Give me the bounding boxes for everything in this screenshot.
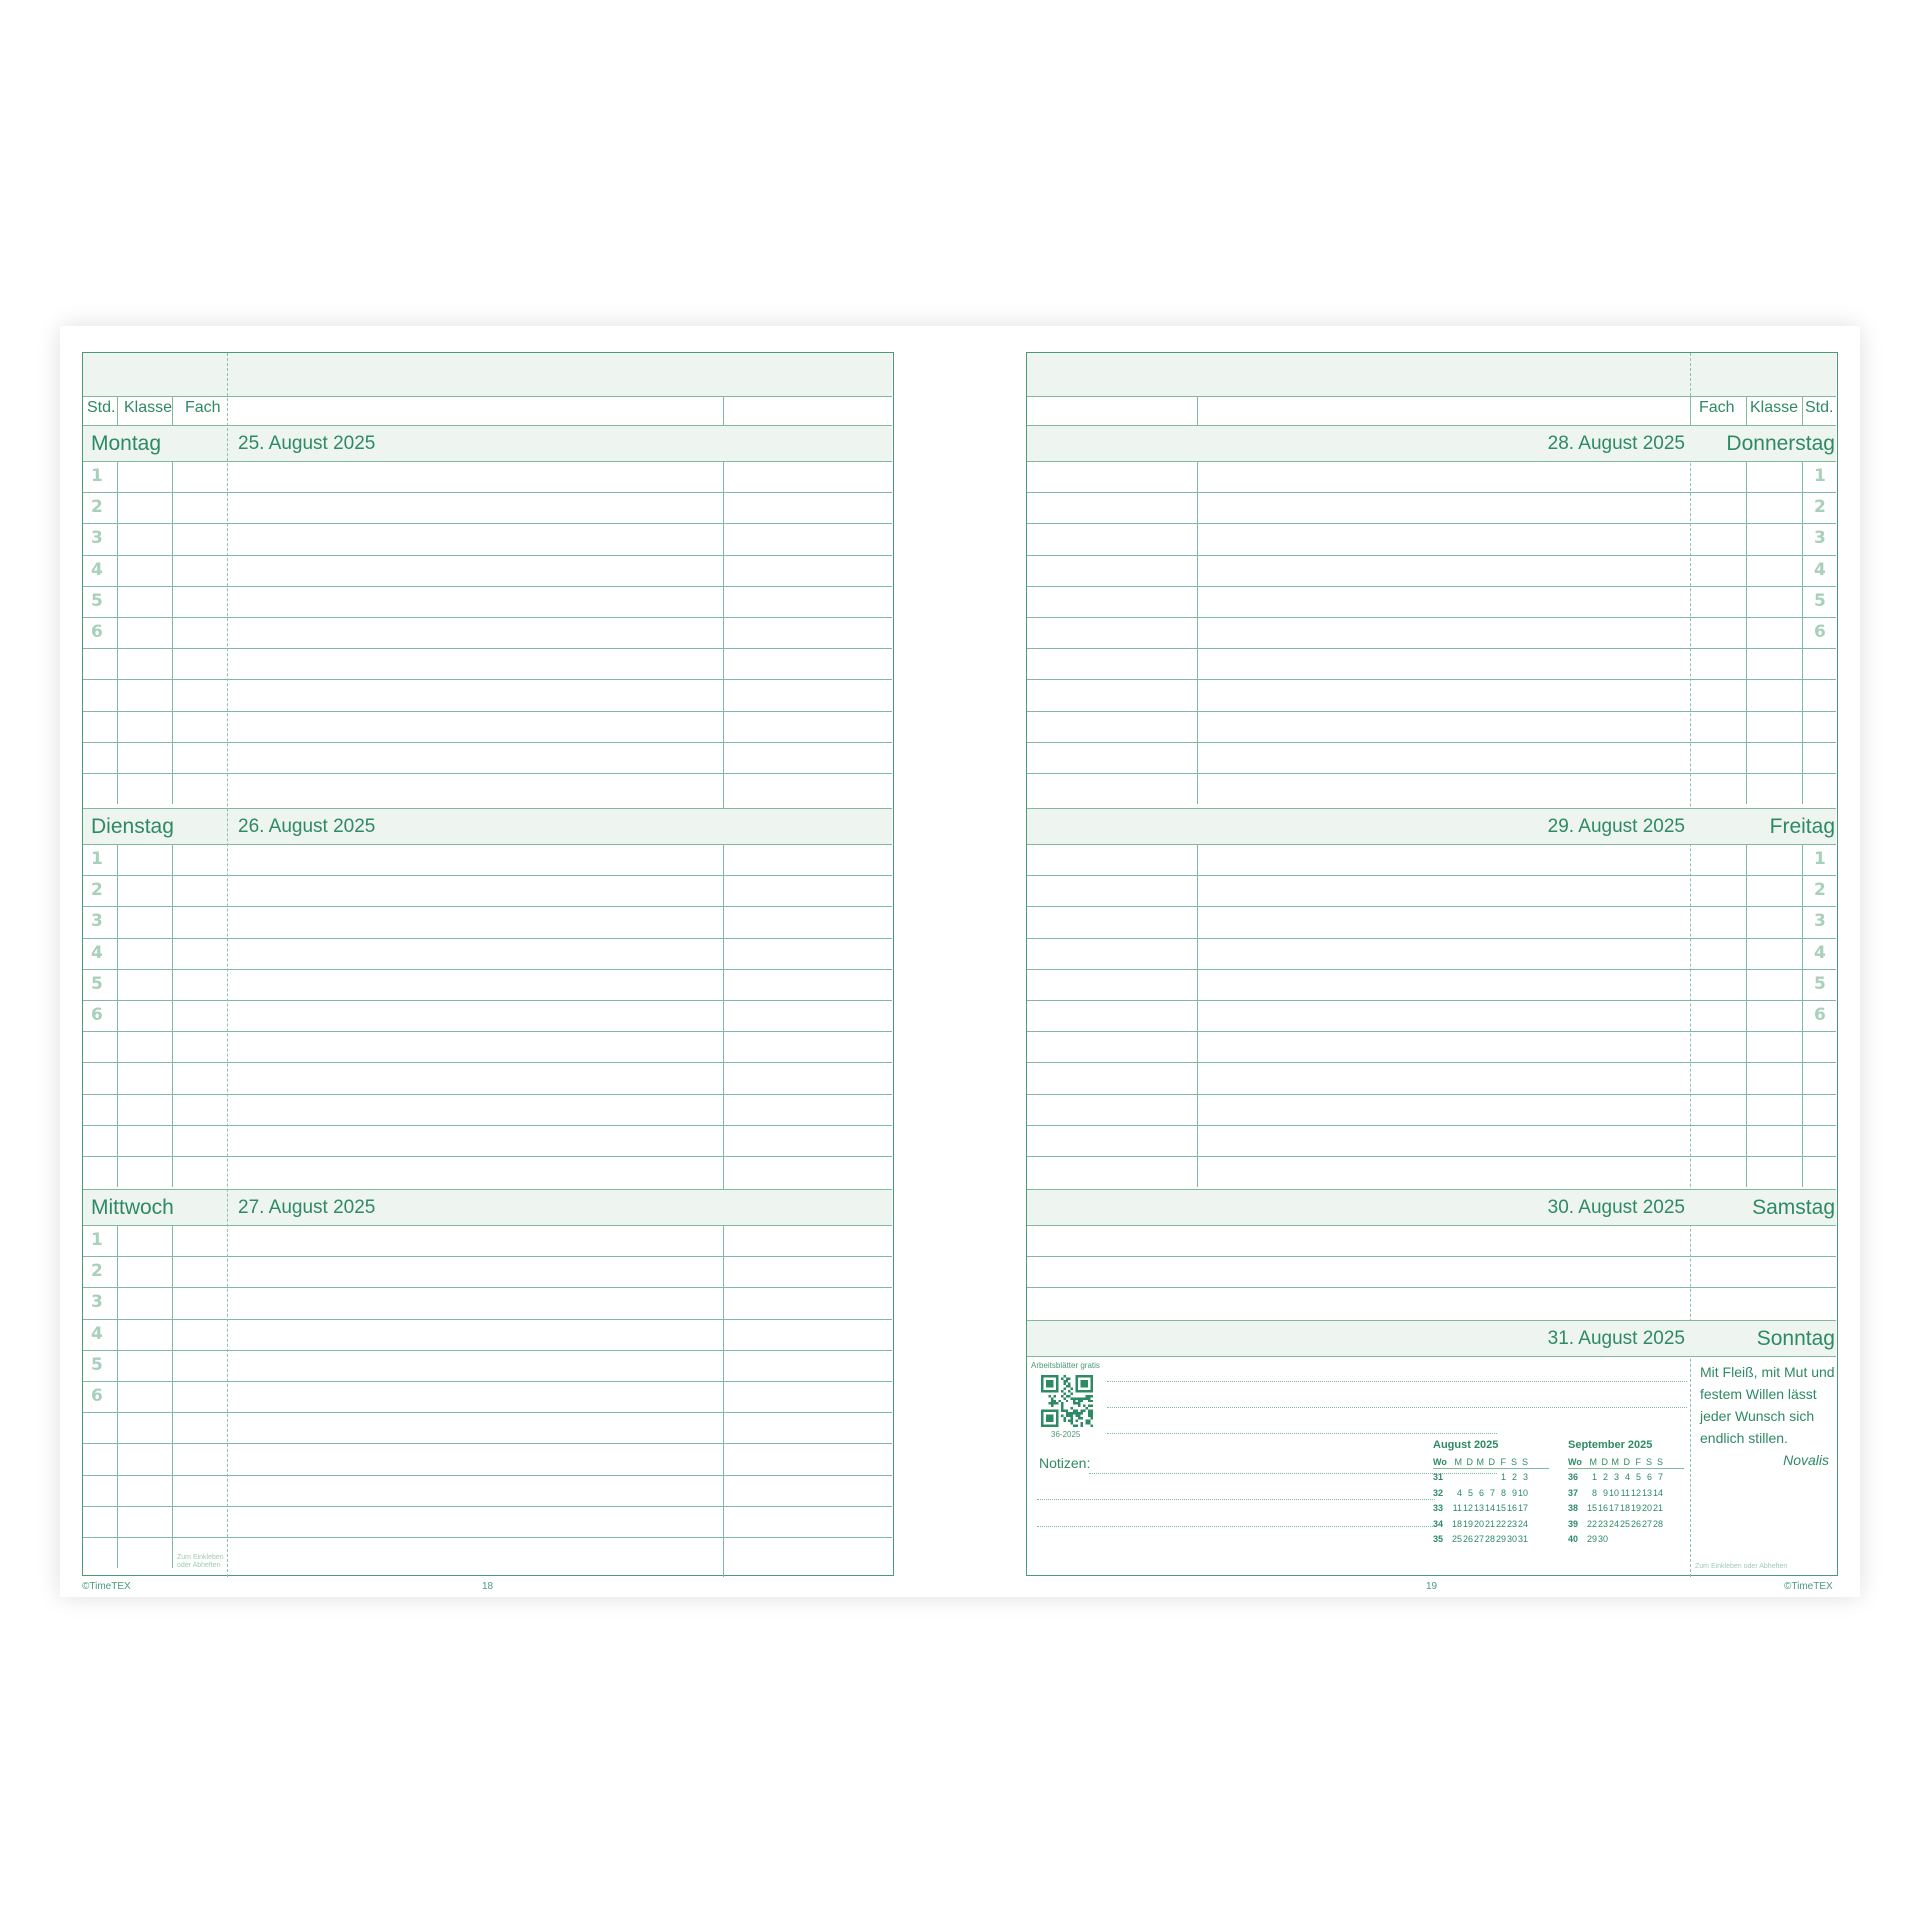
notes-label: Notizen: (1039, 1455, 1091, 1471)
calendar-day: 25 (1451, 1534, 1462, 1544)
period-number: 1 (91, 1230, 103, 1250)
lesson-row-rule (83, 1000, 892, 1001)
lesson-row-rule (83, 617, 892, 618)
day-date-label: 31. August 2025 (1547, 1328, 1685, 1349)
copyright-left: ©TimeTEX (82, 1581, 131, 1592)
calendar-day: 4 (1456, 1487, 1462, 1498)
calendar-day: 19 (1630, 1503, 1641, 1513)
period-number: 3 (91, 1292, 103, 1313)
calendar-day: 10 (1608, 1487, 1619, 1498)
lesson-row-rule (1027, 586, 1836, 587)
week-number: Wo (1568, 1457, 1582, 1467)
period-number: 5 (1814, 590, 1826, 611)
period-number: 4 (91, 942, 103, 963)
calendar-day: 23 (1597, 1518, 1608, 1529)
notes-line (1037, 1499, 1435, 1500)
calendar-day: 7 (1489, 1487, 1495, 1498)
day-divider (83, 808, 892, 809)
period-number: 2 (91, 1261, 103, 1282)
calendar-day: 26 (1462, 1534, 1473, 1544)
quote-author: Novalis (1783, 1452, 1829, 1468)
calendar-day: 17 (1517, 1503, 1528, 1513)
lesson-row-rule (83, 1506, 892, 1507)
column-rule (723, 1225, 724, 1577)
calendar-day: 2 (1511, 1472, 1517, 1482)
header-rule (1027, 396, 1836, 397)
day-date-label: 30. August 2025 (1547, 1197, 1685, 1218)
period-number: 6 (1814, 1005, 1826, 1025)
period-number: 6 (91, 1005, 103, 1025)
week-number: Wo (1433, 1457, 1447, 1467)
day-divider (1027, 425, 1836, 426)
calendar-day: F (1635, 1457, 1641, 1467)
calendar-day: 25 (1619, 1518, 1630, 1529)
period-number: 1 (91, 849, 103, 869)
column-rule (723, 396, 724, 425)
calendar-day: 23 (1506, 1518, 1517, 1529)
binding-margin-line (1690, 353, 1691, 1577)
quote-line: festem Willen lässt (1700, 1386, 1817, 1402)
lesson-row-rule (1027, 1156, 1836, 1157)
calendar-day: M (1589, 1457, 1597, 1467)
period-number: 3 (1814, 911, 1826, 932)
calendar-day: 12 (1462, 1503, 1473, 1513)
lesson-row-rule (1027, 969, 1836, 970)
period-number: 2 (1814, 497, 1826, 518)
calendar-day: 15 (1586, 1503, 1597, 1513)
day-header-rule (1027, 461, 1836, 462)
period-number: 4 (91, 1323, 103, 1344)
lesson-row-rule (83, 1125, 892, 1126)
period-number: 2 (91, 497, 103, 518)
lesson-row-rule (83, 679, 892, 680)
mini-calendar-rule (1568, 1468, 1684, 1469)
period-number: 6 (91, 622, 103, 642)
week-number: 33 (1433, 1503, 1444, 1513)
week-number: 38 (1568, 1503, 1579, 1513)
fach-column-header: Fach (1699, 399, 1735, 416)
calendar-day: 31 (1517, 1534, 1528, 1544)
week-number: 36 (1568, 1472, 1579, 1482)
lesson-row-rule (83, 742, 892, 743)
day-header-band (1027, 1189, 1836, 1225)
calendar-day: 17 (1608, 1503, 1619, 1513)
calendar-day: 30 (1597, 1534, 1608, 1544)
column-rule (117, 844, 118, 1187)
calendar-day: 2 (1602, 1472, 1608, 1482)
day-name-label: Donnerstag (1726, 432, 1835, 455)
period-number: 5 (91, 1354, 103, 1375)
calendar-day: F (1500, 1457, 1506, 1467)
right-page (1026, 352, 1838, 1576)
column-rule (172, 844, 173, 1187)
lesson-row-rule (83, 1287, 892, 1288)
column-rule (1802, 461, 1803, 804)
calendar-day: 1 (1500, 1472, 1506, 1482)
calendar-day: 29 (1495, 1534, 1506, 1544)
calendar-day: 3 (1613, 1472, 1619, 1482)
week-number: 34 (1433, 1518, 1444, 1529)
calendar-day: M (1611, 1457, 1619, 1467)
lesson-row-rule (83, 555, 892, 556)
column-rule (172, 1225, 173, 1568)
calendar-day: 22 (1586, 1518, 1597, 1529)
worksheet-label: Arbeitsblätter gratis (1031, 1361, 1100, 1370)
day-header-band (1027, 1320, 1836, 1356)
calendar-day: 29 (1586, 1534, 1597, 1544)
lesson-row-rule (83, 1350, 892, 1351)
calendar-day: 19 (1462, 1518, 1473, 1529)
period-number: 5 (91, 590, 103, 611)
lesson-row-rule (83, 773, 892, 774)
calendar-day: 5 (1467, 1487, 1473, 1498)
day-header-rule (1027, 844, 1836, 845)
period-number: 2 (1814, 880, 1826, 901)
std-column-header: Std. (1805, 399, 1834, 416)
period-number: 4 (1814, 559, 1826, 580)
header-band (1027, 353, 1836, 396)
column-rule (1746, 396, 1747, 425)
column-rule (117, 1225, 118, 1568)
week-number: 40 (1568, 1534, 1579, 1544)
lesson-row-rule (83, 1381, 892, 1382)
lesson-row-rule (1027, 875, 1836, 876)
calendar-day: 12 (1630, 1487, 1641, 1498)
calendar-day: 28 (1484, 1534, 1495, 1544)
qr-code-label: 36-2025 (1051, 1430, 1081, 1439)
calendar-day: 13 (1473, 1503, 1484, 1513)
klasse-column-header: Klasse (124, 399, 173, 416)
day-header-rule (1027, 1356, 1836, 1357)
calendar-day: 21 (1652, 1503, 1663, 1513)
lesson-row-rule (83, 1094, 892, 1095)
calendar-day: 8 (1500, 1487, 1506, 1498)
calendar-day: 22 (1495, 1518, 1506, 1529)
lesson-row-rule (83, 1412, 892, 1413)
day-divider (1027, 1189, 1836, 1190)
lesson-row-rule (1027, 492, 1836, 493)
notes-line (1107, 1433, 1497, 1434)
calendar-day: 27 (1641, 1518, 1652, 1529)
lesson-row-rule (1027, 648, 1836, 649)
column-rule (1746, 844, 1747, 1187)
lesson-row-rule (1027, 617, 1836, 618)
period-number: 2 (91, 880, 103, 901)
period-number: 1 (1814, 466, 1826, 486)
day-header-band (1027, 425, 1836, 461)
calendar-day: 16 (1506, 1503, 1517, 1513)
header-band (83, 353, 892, 396)
column-rule (172, 461, 173, 804)
day-name-label: Montag (91, 432, 162, 455)
day-header-band (83, 808, 892, 844)
calendar-day: 20 (1473, 1518, 1484, 1529)
lesson-row-rule (83, 523, 892, 524)
lesson-row-rule (83, 711, 892, 712)
lesson-row-rule (1027, 711, 1836, 712)
day-divider (83, 425, 892, 426)
day-date-label: 29. August 2025 (1547, 816, 1685, 837)
column-rule (1746, 461, 1747, 804)
day-header-rule (83, 844, 892, 845)
calendar-day: 27 (1473, 1534, 1484, 1544)
period-number: 3 (91, 911, 103, 932)
fach-column-header: Fach (185, 399, 221, 416)
calendar-day: 7 (1657, 1472, 1663, 1482)
punch-note: Zum Einkleben oder Abheften (177, 1554, 224, 1569)
week-number: 35 (1433, 1534, 1444, 1544)
week-number: 39 (1568, 1518, 1579, 1529)
period-number: 3 (1814, 528, 1826, 549)
day-header-rule (83, 461, 892, 462)
calendar-day: 28 (1652, 1518, 1663, 1529)
lesson-row-rule (83, 1443, 892, 1444)
column-rule (117, 396, 118, 425)
calendar-day: 11 (1620, 1487, 1630, 1498)
day-name-label: Sonntag (1756, 1327, 1835, 1350)
calendar-day: 13 (1641, 1487, 1652, 1498)
calendar-day: 8 (1591, 1487, 1597, 1498)
lesson-row-rule (83, 648, 892, 649)
day-date-label: 28. August 2025 (1547, 433, 1685, 454)
klasse-column-header: Klasse (1750, 399, 1799, 416)
lesson-row-rule (83, 1156, 892, 1157)
calendar-day: 26 (1630, 1518, 1641, 1529)
lesson-row-rule (1027, 555, 1836, 556)
lesson-row-rule (83, 969, 892, 970)
notes-line (1107, 1407, 1687, 1408)
calendar-day: 18 (1619, 1503, 1630, 1513)
day-header-band (83, 1189, 892, 1225)
calendar-day: 10 (1517, 1487, 1528, 1498)
day-header-band (83, 425, 892, 461)
day-name-label: Samstag (1752, 1196, 1835, 1219)
mini-calendar-rule (1433, 1468, 1549, 1469)
lesson-row-rule (83, 586, 892, 587)
calendar-day: 24 (1608, 1518, 1619, 1529)
lesson-row-rule (1027, 1062, 1836, 1063)
calendar-day: 6 (1478, 1487, 1484, 1498)
lesson-row-rule (83, 1062, 892, 1063)
lesson-row-rule (83, 906, 892, 907)
calendar-day: D (1466, 1457, 1473, 1467)
notes-line (1037, 1526, 1435, 1527)
lesson-row-rule (1027, 1125, 1836, 1126)
column-rule (1802, 844, 1803, 1187)
day-date-label: 25. August 2025 (238, 433, 376, 454)
lesson-row-rule (1027, 1256, 1836, 1257)
calendar-day: D (1488, 1457, 1495, 1467)
column-rule (1197, 844, 1198, 1187)
notes-line (1107, 1381, 1687, 1382)
week-number: 31 (1433, 1472, 1444, 1482)
week-number: 37 (1568, 1487, 1579, 1498)
calendar-day: 9 (1602, 1487, 1608, 1498)
calendar-day: 20 (1641, 1503, 1652, 1513)
day-header-rule (1027, 1225, 1836, 1226)
punch-note: Zum Einkleben oder Abheften (1695, 1563, 1788, 1570)
calendar-day: 30 (1506, 1534, 1517, 1544)
column-rule (1197, 396, 1198, 425)
day-divider (83, 1189, 892, 1190)
column-rule (723, 844, 724, 1189)
period-number: 6 (1814, 622, 1826, 642)
day-divider (1027, 1320, 1836, 1321)
day-divider (1027, 808, 1836, 809)
lesson-row-rule (83, 492, 892, 493)
calendar-day: 6 (1646, 1472, 1652, 1482)
calendar-day: 9 (1511, 1487, 1517, 1498)
left-page (82, 352, 894, 1576)
calendar-day: 1 (1591, 1472, 1597, 1482)
lesson-row-rule (1027, 906, 1836, 907)
lesson-row-rule (1027, 1287, 1836, 1288)
day-date-label: 27. August 2025 (238, 1197, 376, 1218)
calendar-day: 11 (1452, 1503, 1462, 1513)
day-name-label: Freitag (1769, 815, 1835, 838)
period-number: 4 (91, 559, 103, 580)
period-number: 3 (91, 528, 103, 549)
column-rule (1802, 396, 1803, 425)
column-rule (1197, 461, 1198, 804)
quote-line: jeder Wunsch sich (1700, 1408, 1815, 1424)
lesson-row-rule (83, 1256, 892, 1257)
std-column-header: Std. (87, 399, 116, 416)
lesson-row-rule (1027, 1031, 1836, 1032)
mini-calendar-title: August 2025 (1433, 1439, 1499, 1451)
calendar-day: 14 (1484, 1503, 1495, 1513)
calendar-day: 21 (1484, 1518, 1495, 1529)
copyright-right: ©TimeTEX (1784, 1581, 1833, 1592)
calendar-day: S (1510, 1457, 1517, 1467)
lesson-row-rule (1027, 523, 1836, 524)
calendar-day: 3 (1522, 1472, 1528, 1482)
day-date-label: 26. August 2025 (238, 816, 376, 837)
calendar-day: 24 (1517, 1518, 1528, 1529)
period-number: 1 (91, 466, 103, 486)
calendar-day: 16 (1597, 1503, 1608, 1513)
header-rule (83, 396, 892, 397)
period-number: 5 (1814, 973, 1826, 994)
calendar-day: 18 (1451, 1518, 1462, 1529)
quote-line: endlich stillen. (1700, 1430, 1788, 1446)
calendar-day: 4 (1624, 1472, 1630, 1482)
page-number-left: 18 (482, 1581, 494, 1592)
day-header-rule (83, 1225, 892, 1226)
calendar-day: M (1476, 1457, 1484, 1467)
lesson-row-rule (1027, 1000, 1836, 1001)
page-number-right: 19 (1426, 1581, 1438, 1592)
calendar-day: D (1623, 1457, 1630, 1467)
calendar-day: 5 (1635, 1472, 1641, 1482)
column-rule (117, 461, 118, 804)
lesson-row-rule (83, 1537, 892, 1538)
binding-margin-line (227, 353, 228, 1577)
period-number: 5 (91, 973, 103, 994)
day-header-band (1027, 808, 1836, 844)
lesson-row-rule (83, 1031, 892, 1032)
lesson-row-rule (83, 1475, 892, 1476)
day-name-label: Dienstag (91, 815, 174, 838)
period-number: 1 (1814, 849, 1826, 869)
lesson-row-rule (1027, 679, 1836, 680)
column-rule (172, 396, 173, 425)
period-number: 4 (1814, 942, 1826, 963)
calendar-day: M (1454, 1457, 1462, 1467)
qr-code-icon (1041, 1375, 1093, 1427)
lesson-row-rule (83, 875, 892, 876)
column-rule (723, 461, 724, 808)
calendar-day: 14 (1652, 1487, 1663, 1498)
lesson-row-rule (1027, 1094, 1836, 1095)
quote-line: Mit Fleiß, mit Mut und (1700, 1364, 1835, 1380)
planner-spread (60, 326, 1860, 1597)
lesson-row-rule (1027, 938, 1836, 939)
lesson-row-rule (1027, 773, 1836, 774)
mini-calendar-title: September 2025 (1568, 1439, 1653, 1451)
lesson-row-rule (83, 938, 892, 939)
calendar-day: S (1656, 1457, 1663, 1467)
calendar-day: S (1645, 1457, 1652, 1467)
lesson-row-rule (1027, 742, 1836, 743)
calendar-day: S (1521, 1457, 1528, 1467)
day-name-label: Mittwoch (91, 1196, 174, 1219)
calendar-day: D (1601, 1457, 1608, 1467)
week-number: 32 (1433, 1487, 1444, 1498)
lesson-row-rule (83, 1319, 892, 1320)
period-number: 6 (91, 1386, 103, 1406)
calendar-day: 15 (1495, 1503, 1506, 1513)
